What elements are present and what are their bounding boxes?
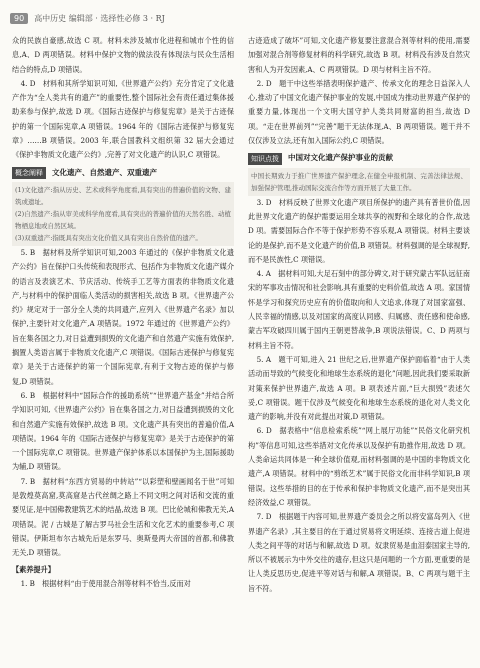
answer-2: 2. D 题干中这些举措表明保护遗产、传承文化的理念日益深入人心,推动了中国文化遗产保护事业的发展,中国成为推动世界遗产保护的重要力量,体现出一个文明大国守护人类共同财富的担当,故选 D 项。“走在世界前列”“完善”题干无法体现,A、B 两项错误。题干并不仅仅涉及立法,还有加入国际公约,C 项错误。 [248, 78, 470, 146]
concept-box [12, 166, 234, 246]
concept-title: 文化遗产、自然遗产、双重遗产 [52, 167, 157, 177]
concept-tag: 概念阐释 [12, 167, 46, 179]
concept-body [12, 182, 234, 246]
page-number: 90 [10, 13, 28, 24]
answer-paragraph: 古迹造成了破坏”可知,文化遗产修复要注意混合剂等材料的使用,需要加强对混合剂等修复材料的科学研究,故选 B 项。材料没有涉及自然灾害和人为开发因素,A、C 两项错误。D 项与材料主旨不符。 [248, 36, 470, 74]
concept-line: (1)文化遗产:指从历史、艺术或科学角度看,具有突出的普遍价值的文物、建筑或遗址。 [15, 185, 231, 206]
left-column [12, 34, 234, 591]
answer-5: 5. A 题干可知,进入 21 世纪之后,世界遗产保护面临着“由于人类活动而导致的气候变化和地球生态系统的退化”问题,因此我们要采取新对策来保护世界遗产,故选 A 项。B 项表述片面,“巨大损毁”表述欠妥,C 项错误。题干仅涉及气候变化和地球生态系统的退化对人类文化遗产的影响,并没有对此提出对策,D 项错误。 [248, 354, 470, 422]
right-column [248, 34, 470, 596]
page-header [10, 10, 470, 26]
answer-5: 5. B 据材料及所学知识可知,2003 年通过的《保护非物质文化遗产公约》旨在保护口头传统和表现形式、包括作为非物质文化遗产媒介的语言及表演艺术、节庆活动、传统手工艺等方面表的非物质文化遗产,与材料中的保护面临人类活动的损害相关,故选 B 项。《世界遗产公约》规定对于一部分全人类的共同遗产,应列入《世界遗产名录》加以保护,主要针对文化遗产,A 项错误。1972 年通过的《世界遗产公约》旨在集各国之力,对日益遭到损毁的文化遗产和自然遗产实施有效保护,搁置人类语言属于非物质文化遗产,C 项错误。《国际古迹保护与修复宪章》是关于古迹保护的第一个国际宪章,有利于文物古迹的保护与修复,D 项错误。 [12, 247, 234, 386]
knowledge-title: 中国对文化遗产保护事业的贡献 [288, 153, 393, 163]
answer-6: 6. B 根据材料中“国际合作的援助系统”“世界遗产基金”并结合所学知识可知,《世界遗产公约》旨在集各国之力,对日益遭到损毁的文化和自然遗产实施有效保护,故选 B 项。文化遗产具有突出的普遍价值,A 项错误。1964 年的《国际古迹保护与修复宪章》是关于古迹保护的第一个国际宪章,C 项错误。世界遗产保护体系以本国保护为主,国际援助为辅,D 项错误。 [12, 390, 234, 472]
answer-paragraph: 众的民族自豪感,故选 C 项。材料未涉及城市化进程和城市个性的信息,A、D 两项错误。材料中保护文物的做法没有体现法与民众生活相结合的特点,D 项错误。 [12, 36, 234, 74]
answer-6: 6. D 据表格中“信息检索系统”“网上展厅功能”“民俗文化研究机构”等信息可知,这些举措对文化传承以及保护有助推作用,故选 D 项。人类命运共同体是一种全球价值观,而材料强调的是中国的非物质文化遗产,A 项错误。材料中的“剪纸艺术”属于民俗文化而非科学知识,B 项错误。这些举措的目的在于传承和保护非物质文化遗产,而不是突出其经济效益,C 项错误。 [248, 426, 470, 507]
answer-7: 7. B 据材料“东西方贸易的中转站”“以彩塑和壁画闻名于世”可知是敦煌莫高窟,莫高窟是古代丝绸之路上不同文明之间对话和交流的重要见证,是中国佛教建筑艺术的结晶,故选 B 项。巴比伦城和佛教无关,A 项错误。泥 / 古城是了解古罗马社会生活和文化艺术的重要参考,C 项错误。伊斯坦布尔古城先后是东罗马、奥斯曼两大帝国的首都,和佛教无关,D 项错误。 [12, 476, 234, 558]
answer-7: 7. D 根据题干内容可知,世界遗产委员会之所以将安富岛列入《世界遗产名录》,其主要目的在于通过贸易将文明延续、连接古道上促进人类之间平等的对话与和解,故选 D 项。奴隶贸易是血泪泰国家主导的,所以不被展示为中外交往的遗存,但这只是问题的一个方面,更重要的是让人类反思历史,促进平等对话与和解,A 项错误。B、C 两项与题干主旨不符。 [248, 512, 470, 593]
concept-line: (2)自然遗产:指从审美或科学角度看,具有突出的普遍价值的天然名胜、动植物栖息地或自然区域。 [15, 209, 231, 230]
answer-3: 3. D 材料反映了世界文化遗产项目所保护的遗产具有普世价值,因此世界文化遗产的保护需要运用全球共享的视野和全球化的合作,故选 D 项。需要国际合作不等于保护形势不容乐观,A 项错误。材料主要谈论的是保护,而不是文化遗产的价值,B 项错误。材料强调的是全球视野,而不是民族性,C 项错误。 [248, 197, 470, 264]
book-title: 高中历史 编辑部 · 选择性必修 3 · RJ [34, 13, 165, 23]
section-heading: 【素养提升】 [12, 564, 55, 574]
answer-4: 4. A 据材料可知,大足石刻中的部分碑文,对于研究蒙古军队远征南宋的军事攻击情况和社会影响,具有重要的史料价值,故选 A 项。家国情怀是学习和探究历史应有的价值取向和人文追求,体现了对国家富强、人民幸福的情感,以及对国家的高度认同感、归属感、责任感和使命感,蒙古军攻破四川属于国内王朝更替战争,B 项说法错误。C、D 两项与材料主旨不符。 [248, 269, 470, 350]
knowledge-box [248, 151, 470, 195]
knowledge-line: 中国长期致力于推广世界遗产保护理念,在健全申报机制、完善法律法规、加强保护管理,推动国际交流合作等方面开展了大量工作。 [251, 171, 467, 192]
answer-1: 1. B 根据材料“由于使用混合剂等材料不恰当,反而对 [20, 578, 191, 588]
answer-4: 4. D 材料和其所学知识可知,《世界遗产公约》充分肯定了文化遗产作为“全人类共有的遗产”的重要性,整个国际社会有责任通过集体援助来参与保护,故选 D 项。《国际古迹保护与修复宪章》是关于古迹保护的第一个国际宪章,A 项错误。1964 年的《国际古迹保护与修复宪章》……B 项错误。2003 年,联合国教科文组织第 32 届大会通过《保护非物质文化遗产公约》,完善了对文化遗产的认识,C 项错误。 [12, 78, 234, 160]
knowledge-tag: 知识点拨 [248, 153, 282, 165]
concept-line: (3)双重遗产:指既具有突出文化价值又具有突出自然价值的遗产。 [15, 233, 202, 242]
knowledge-body [248, 168, 470, 196]
